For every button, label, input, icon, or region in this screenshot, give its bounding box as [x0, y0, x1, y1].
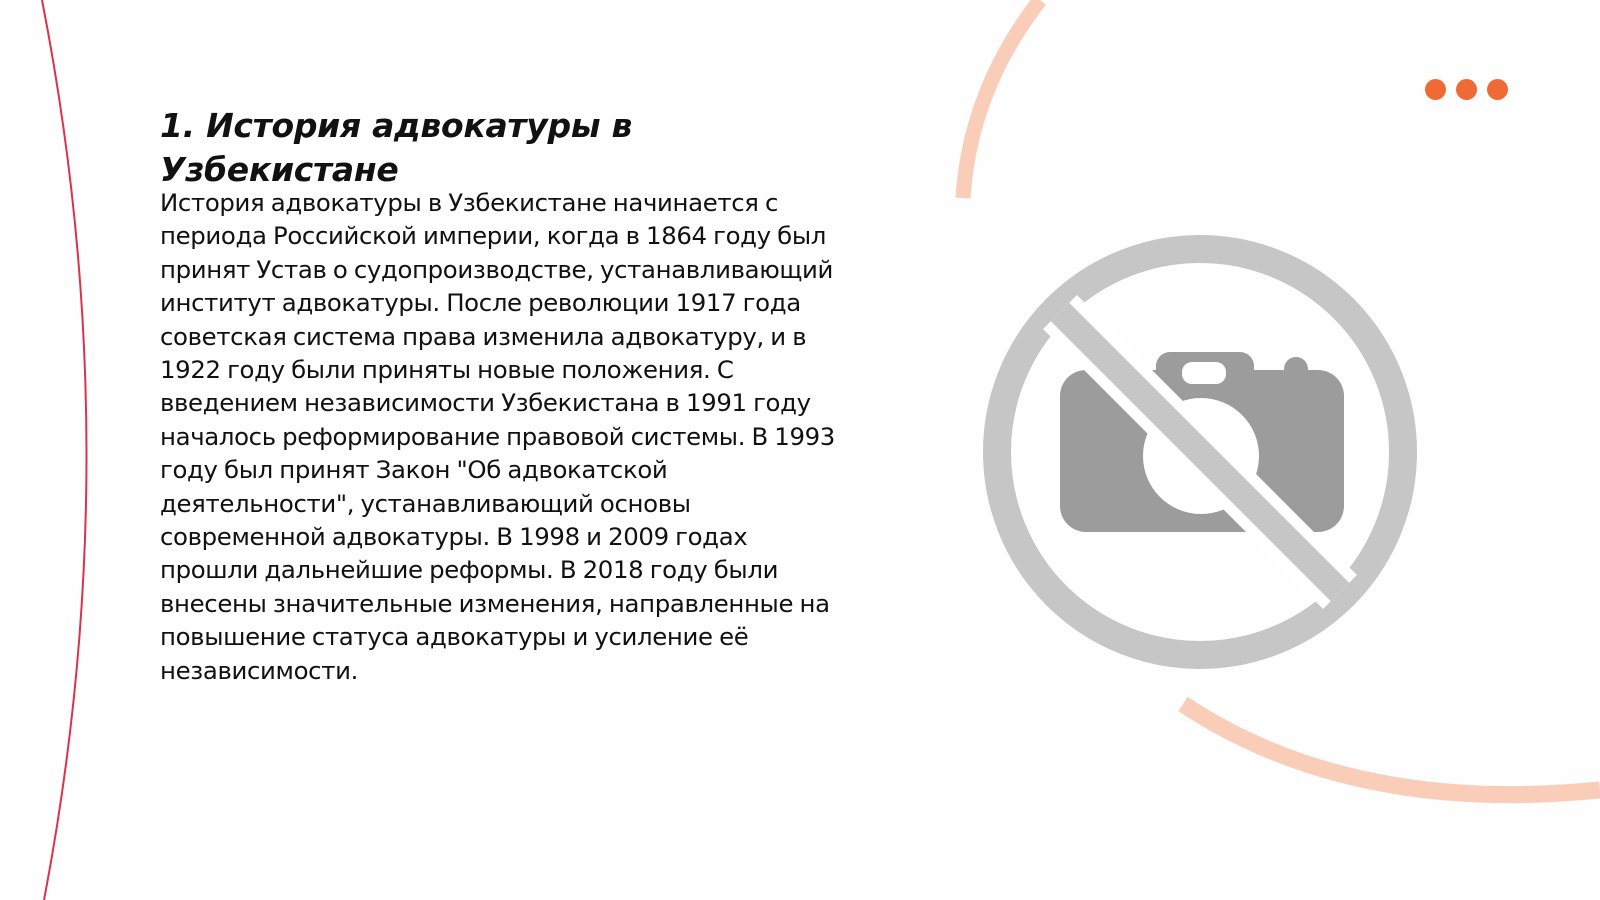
- decorative-arc-bottom: [1183, 704, 1600, 795]
- left-accent-line: [42, 0, 87, 900]
- dot: [1425, 79, 1446, 100]
- decorative-arc-top: [963, 0, 1040, 198]
- dot: [1456, 79, 1477, 100]
- no-photo-icon: [980, 232, 1420, 672]
- dot: [1487, 79, 1508, 100]
- slide-title: 1. История адвокатуры в Узбекистане: [160, 106, 633, 189]
- slide-body-text: История адвокатуры в Узбекистане начинается с периода Российской империи, когда в 1864 году был принят Устав о судопроизводстве, устанавливающий институт адвокатуры. После революции 1917 года советская система права изменила адвокатуру, и в 1922 году были приняты новые положения. С введением независимости Узбекистана в 1991 году началось реформирование правовой системы. В 1993 году был принят Закон "Об адвокатской деятельности", устанавливающий основы современной адвокатуры. В 1998 и 2009 годах прошли дальнейшие реформы. В 2018 году были внесены значительные изменения, направленные на повышение статуса адвокатуры и усиление её независимости.: [160, 188, 835, 685]
- menu-dots-icon: [1425, 79, 1508, 100]
